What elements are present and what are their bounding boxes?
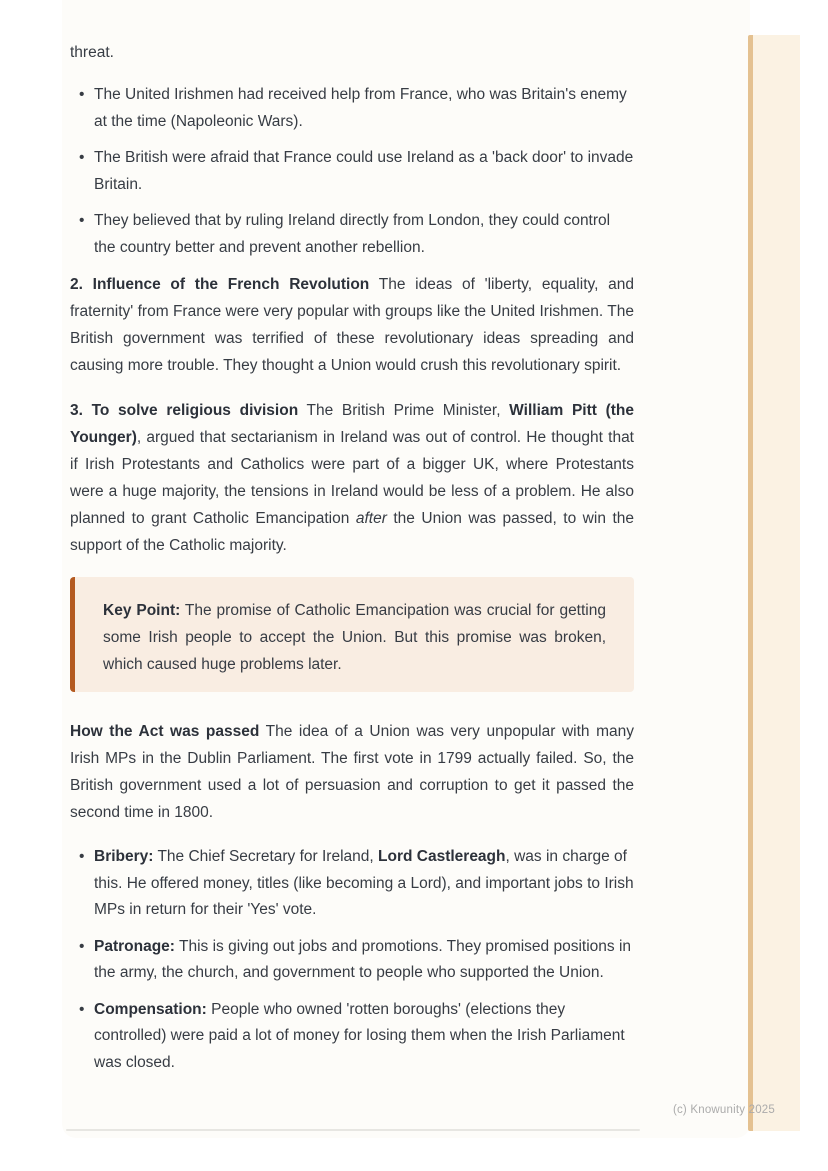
list-item-text: Patronage: This is giving out jobs and promotions. They promised positions in the army, the church, and government to people who supported the Union. xyxy=(94,937,632,981)
bullet-dot: • xyxy=(79,212,85,229)
paragraph-how-act-passed: How the Act was passed The idea of a Union was very unpopular with many Irish MPs in the Dublin Parliament. The first vote in 1799 actually failed. So, the British government used a lot of persuasion and corruption to get it passed the second time in 1800. xyxy=(70,723,635,821)
list-item-text: Compensation: People who owned 'rotten boroughs' (elections they controlled) were paid a lot of money for losing them when the Irish Parliament was closed. xyxy=(94,1000,625,1071)
copyright-watermark: (c) Knowunity 2025 xyxy=(672,1104,775,1116)
paragraph-french-revolution: 2. Influence of the French Revolution The ideas of 'liberty, equality, and fraternity' from France were very popular with groups like the United Irishmen. The British government was terrified of these revolutionary ideas spreading and causing more trouble. They thought a Union would crush this revolutionary spirit. xyxy=(70,276,634,374)
reasons-bullet-list xyxy=(70,82,634,261)
key-point-text: Key Point: The promise of Catholic Emancipation was crucial for getting some Irish people to accept the Union. But this promise was broken, which caused huge problems later. xyxy=(103,602,606,673)
document-content xyxy=(70,0,634,1086)
methods-bullet-list xyxy=(70,844,634,1076)
bullet-dot: • xyxy=(79,149,85,166)
list-item xyxy=(70,208,634,261)
footer-divider xyxy=(66,1129,640,1131)
paragraph-religious-division: 3. To solve religious division The British Prime Minister, William Pitt (the Younger), argued that sectarianism in Ireland was out of control. He thought that if Irish Protestants and Catholics were part of a bigger UK, where Protestants were a huge majority, the tensions in Ireland would be less of a problem. He also planned to grant Catholic Emancipation after the Union was passed, to win the support of the Catholic majority. xyxy=(70,402,634,554)
bullet-dot: • xyxy=(79,848,85,865)
list-item xyxy=(70,82,634,135)
list-item xyxy=(70,145,634,198)
list-item xyxy=(70,997,634,1077)
bullet-dot: • xyxy=(79,937,85,955)
list-item xyxy=(70,934,634,987)
next-page-edge xyxy=(748,35,800,1131)
list-item-text: They believed that by ruling Ireland directly from London, they could control the country better and prevent another rebellion. xyxy=(94,212,611,256)
key-point-callout xyxy=(70,577,634,692)
list-item xyxy=(70,844,634,924)
list-item-text: The United Irishmen had received help from France, who was Britain's enemy at the time (Napoleonic Wars). xyxy=(94,86,627,130)
bullet-dot: • xyxy=(79,1000,85,1018)
paragraph-fragment-threat: threat. xyxy=(70,44,114,61)
bullet-dot: • xyxy=(79,86,85,103)
list-item-text: The British were afraid that France could use Ireland as a 'back door' to invade Britain. xyxy=(94,149,634,193)
list-item-text: Bribery: The Chief Secretary for Ireland, Lord Castlereagh, was in charge of this. He offered money, titles (like becoming a Lord), and important jobs to Irish MPs in return for their 'Yes' vote. xyxy=(94,848,634,918)
